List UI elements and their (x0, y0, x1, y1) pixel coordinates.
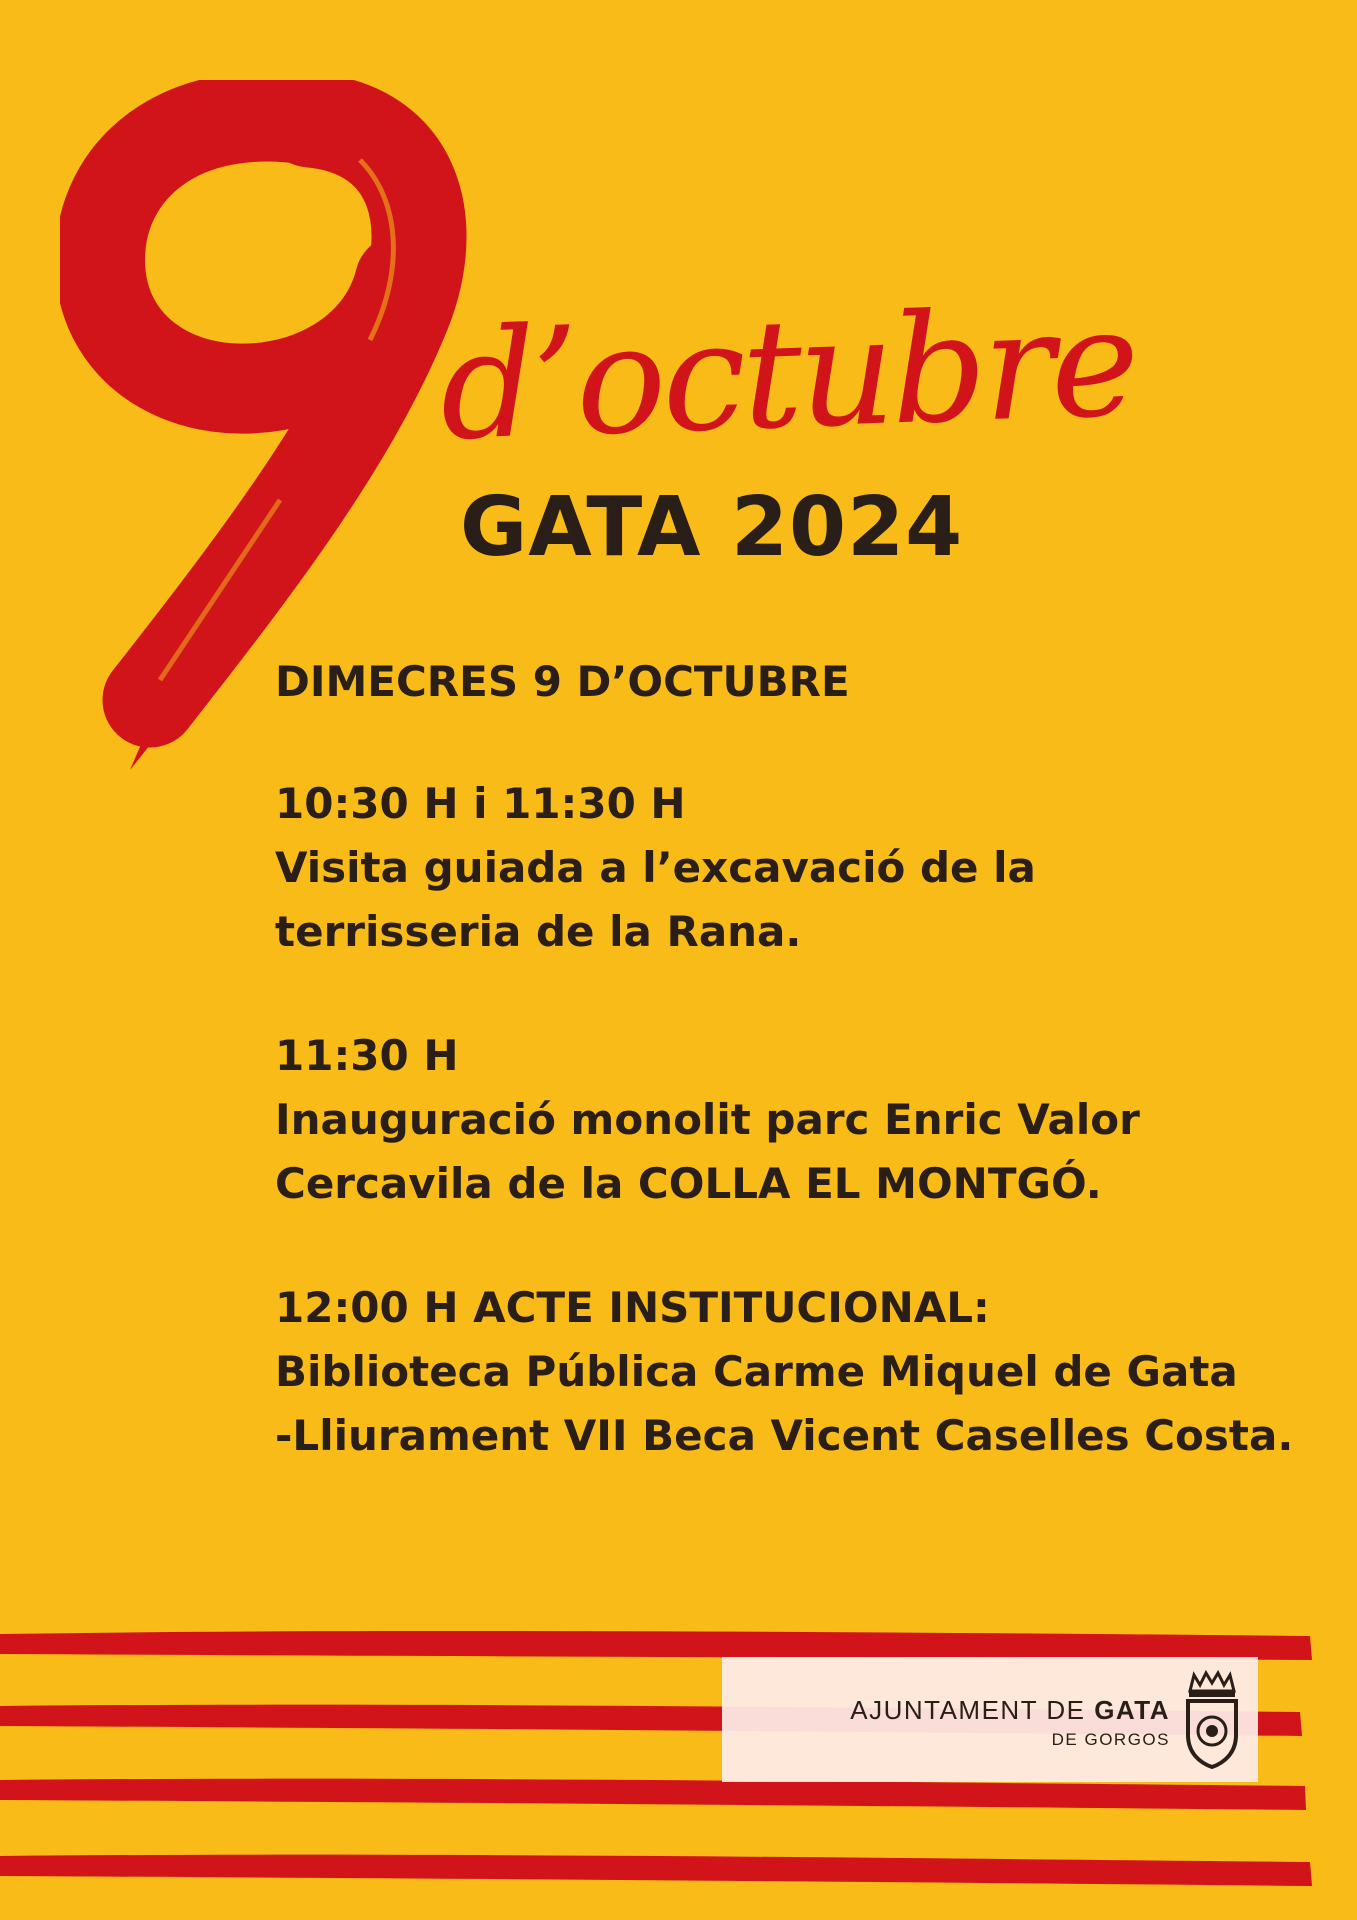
logo-town-name: GATA (1094, 1695, 1170, 1725)
event-description: terrisseria de la Rana. (275, 907, 802, 956)
event-item (275, 772, 1293, 964)
event-description: Cercavila de la COLLA EL MONTGÓ. (275, 1159, 1102, 1208)
event-description: -Lliurament VII Beca Vicent Caselles Costa. (275, 1411, 1294, 1460)
event-time: 11:30 H (275, 1031, 459, 1080)
event-day-heading: DIMECRES 9 D’OCTUBRE (275, 657, 850, 706)
event-item (275, 1024, 1293, 1216)
logo-subtitle: DE GORGOS (1051, 1730, 1170, 1749)
event-program (275, 652, 1293, 1528)
poster-subtitle: GATA 2024 (460, 480, 964, 575)
event-description: Visita guiada a l’excavació de la (275, 843, 1036, 892)
town-crest-icon (1180, 1669, 1244, 1769)
script-title: d’octubre (437, 275, 1139, 475)
town-council-logo (722, 1657, 1258, 1782)
event-time: 12:00 H ACTE INSTITUCIONAL: (275, 1283, 990, 1332)
event-description: Biblioteca Pública Carme Miquel de Gata (275, 1347, 1238, 1396)
logo-title (850, 1695, 1170, 1726)
logo-text (850, 1695, 1170, 1750)
logo-prefix: AJUNTAMENT DE (850, 1695, 1095, 1725)
event-time: 10:30 H i 11:30 H (275, 779, 686, 828)
event-item (275, 1276, 1293, 1468)
event-description: Inauguració monolit parc Enric Valor (275, 1095, 1140, 1144)
